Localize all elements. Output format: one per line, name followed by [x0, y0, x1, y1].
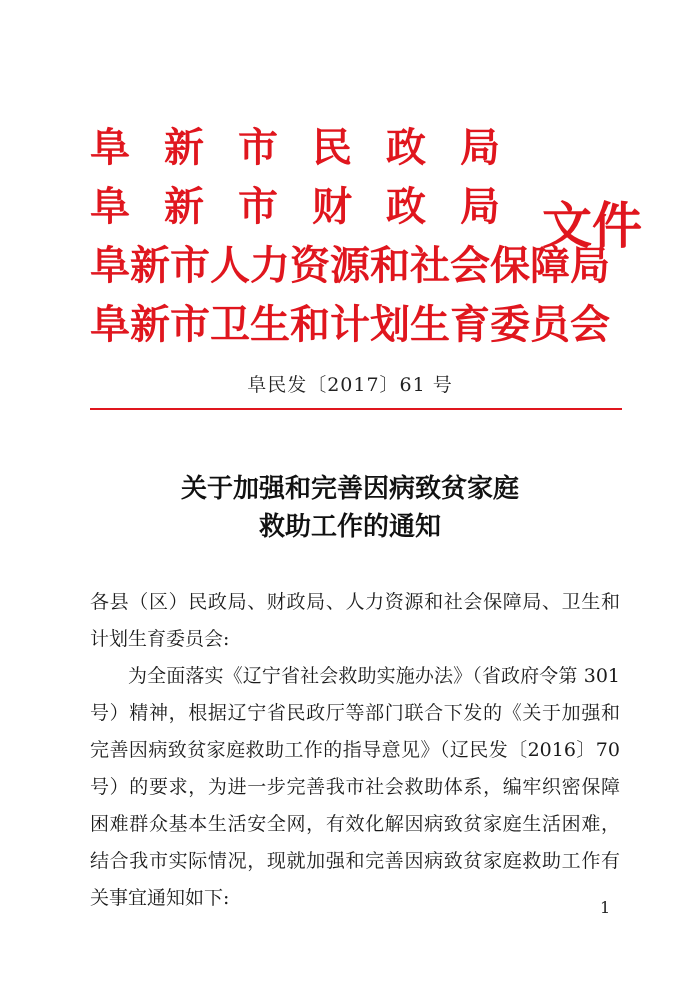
issuer-civil-affairs: 阜新市民政局: [90, 124, 534, 171]
document-suffix: 文件: [542, 196, 642, 255]
issuer-human-resources: 阜新市人力资源和社会保障局: [90, 242, 610, 289]
document-title: [0, 470, 700, 546]
body-paragraph: 为全面落实《辽宁省社会救助实施办法》（省政府令第 301 号）精神，根据辽宁省民政厅等部门联合下发的《关于加强和完善因病致贫家庭救助工作的指导意见》（辽民发〔2016〕70 号）的要求，为进一步完善我市社会救助体系，编牢织密保障困难群众基本生活安全网，有效化解因病致贫家庭生活困难，结合我市实际情况，现就加强和完善因病致贫家庭救助工作有关事宜通知如下:: [90, 665, 620, 909]
issuer-finance: 阜新市财政局: [90, 183, 534, 230]
page-number: 1: [600, 898, 611, 917]
issuer-health-family-planning: 阜新市卫生和计划生育委员会: [90, 301, 610, 348]
salutation: 各县（区）民政局、财政局、人力资源和社会保障局、卫生和计划生育委员会:: [90, 591, 620, 650]
title-line-1: 关于加强和完善因病致贫家庭: [180, 474, 519, 504]
document-body: [90, 584, 620, 917]
title-line-2: 救助工作的通知: [258, 512, 441, 542]
header-divider: [90, 408, 622, 410]
document-number: 阜民发〔2017〕61 号: [247, 374, 453, 396]
